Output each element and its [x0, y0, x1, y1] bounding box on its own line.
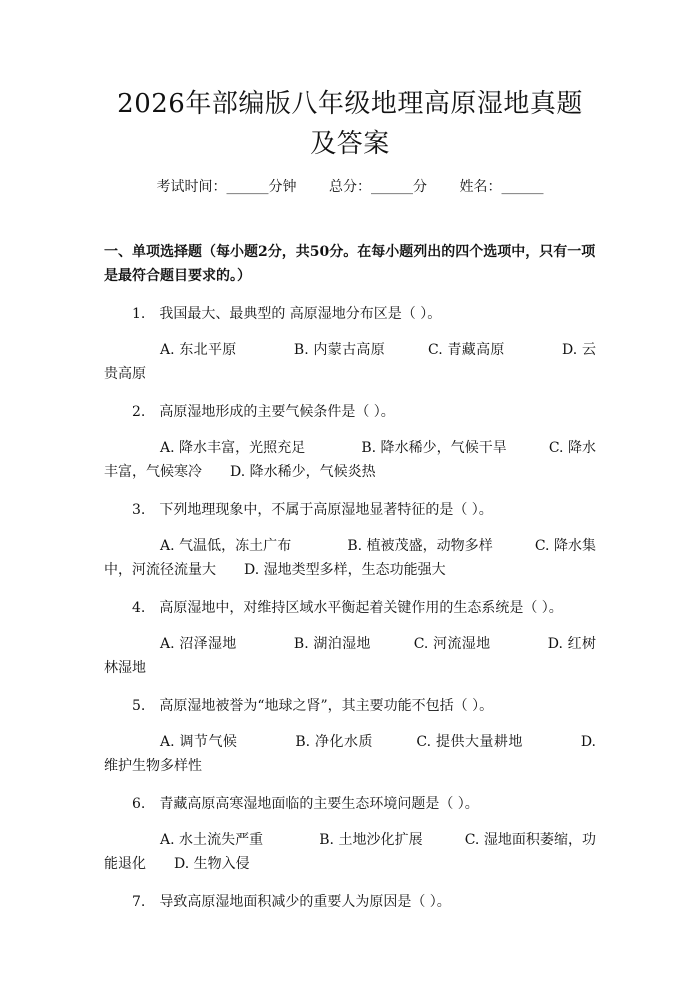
option-b: B. 净化水质: [295, 734, 373, 750]
question-4-stem: 4. 高原湿地中，对维持区域水平衡起着关键作用的生态系统是（ ）。: [132, 600, 563, 616]
option-b: B. 内蒙古高原: [293, 342, 386, 358]
option-b: B. 湖泊湿地: [293, 636, 371, 652]
question-3-options: [104, 534, 596, 582]
option-b: B. 植被茂盛，动物多样: [347, 538, 493, 554]
total-score-field: 总分：______分: [329, 179, 427, 195]
exam-info-line: [104, 176, 596, 198]
option-c: C. 提供大量耕地: [416, 734, 523, 750]
section-heading: 一、单项选择题（每小题2分，共50分。在每小题列出的四个选项中，只有一项是最符合题目要求的。）: [104, 244, 596, 284]
option-a: A. 东北平原: [160, 342, 237, 358]
student-name-field: 姓名：______: [459, 179, 544, 195]
option-d: D. 生物入侵: [174, 856, 250, 872]
question-5-stem: 5. 高原湿地被誉为“地球之肾”，其主要功能不包括（ ）。: [132, 698, 494, 714]
option-d: D. 云贵高原: [104, 342, 596, 382]
question-5-options: [104, 730, 601, 778]
question-2-stem: 2. 高原湿地形成的主要气候条件是（ ）。: [132, 404, 395, 420]
option-d: D. 降水稀少，气候炎热: [230, 464, 376, 480]
option-c: C. 湿地面积萎缩，功能退化: [104, 832, 596, 872]
document-page: [0, 84, 700, 989]
option-b: B. 土地沙化扩展: [319, 832, 423, 848]
option-a: A. 降水丰富，光照充足: [160, 440, 306, 456]
question-1-stem: 1. 我国最大、最典型的 高原湿地分布区是（ ）。: [132, 306, 442, 322]
option-a: A. 气温低，冻土广布: [160, 538, 292, 554]
option-a: A. 调节气候: [160, 734, 238, 750]
option-c: C. 降水丰富，气候寒冷: [104, 440, 597, 480]
exam-time-field: 考试时间：______分钟: [156, 179, 297, 195]
question-6-stem: 6. 青藏高原高寒湿地面临的主要生态环境问题是（ ）。: [132, 796, 479, 812]
question-1-options: [104, 338, 596, 386]
question-4-options: [104, 632, 596, 680]
question-7-stem: 7. 导致高原湿地面积减少的重要人为原因是（ ）。: [132, 894, 451, 910]
option-c: C. 青藏高原: [428, 342, 505, 358]
option-c: C. 降水集中，河流径流量大: [104, 538, 596, 578]
document-title: 2026年部编版八年级地理高原湿地真题及答案: [117, 89, 583, 159]
option-c: C. 河流湿地: [413, 636, 491, 652]
option-d: D. 湿地类型多样，生态功能强大: [244, 562, 446, 578]
option-d: D. 维护生物多样性: [104, 734, 601, 774]
option-d: D. 红树林湿地: [104, 636, 597, 676]
question-6-options: [104, 828, 596, 876]
question-2-options: [104, 436, 596, 484]
option-a: A. 水土流失严重: [160, 832, 264, 848]
option-a: A. 沼泽湿地: [160, 636, 237, 652]
option-b: B. 降水稀少，气候干旱: [361, 440, 507, 456]
question-3-stem: 3. 下列地理现象中，不属于高原湿地显著特征的是（ ）。: [132, 502, 493, 518]
